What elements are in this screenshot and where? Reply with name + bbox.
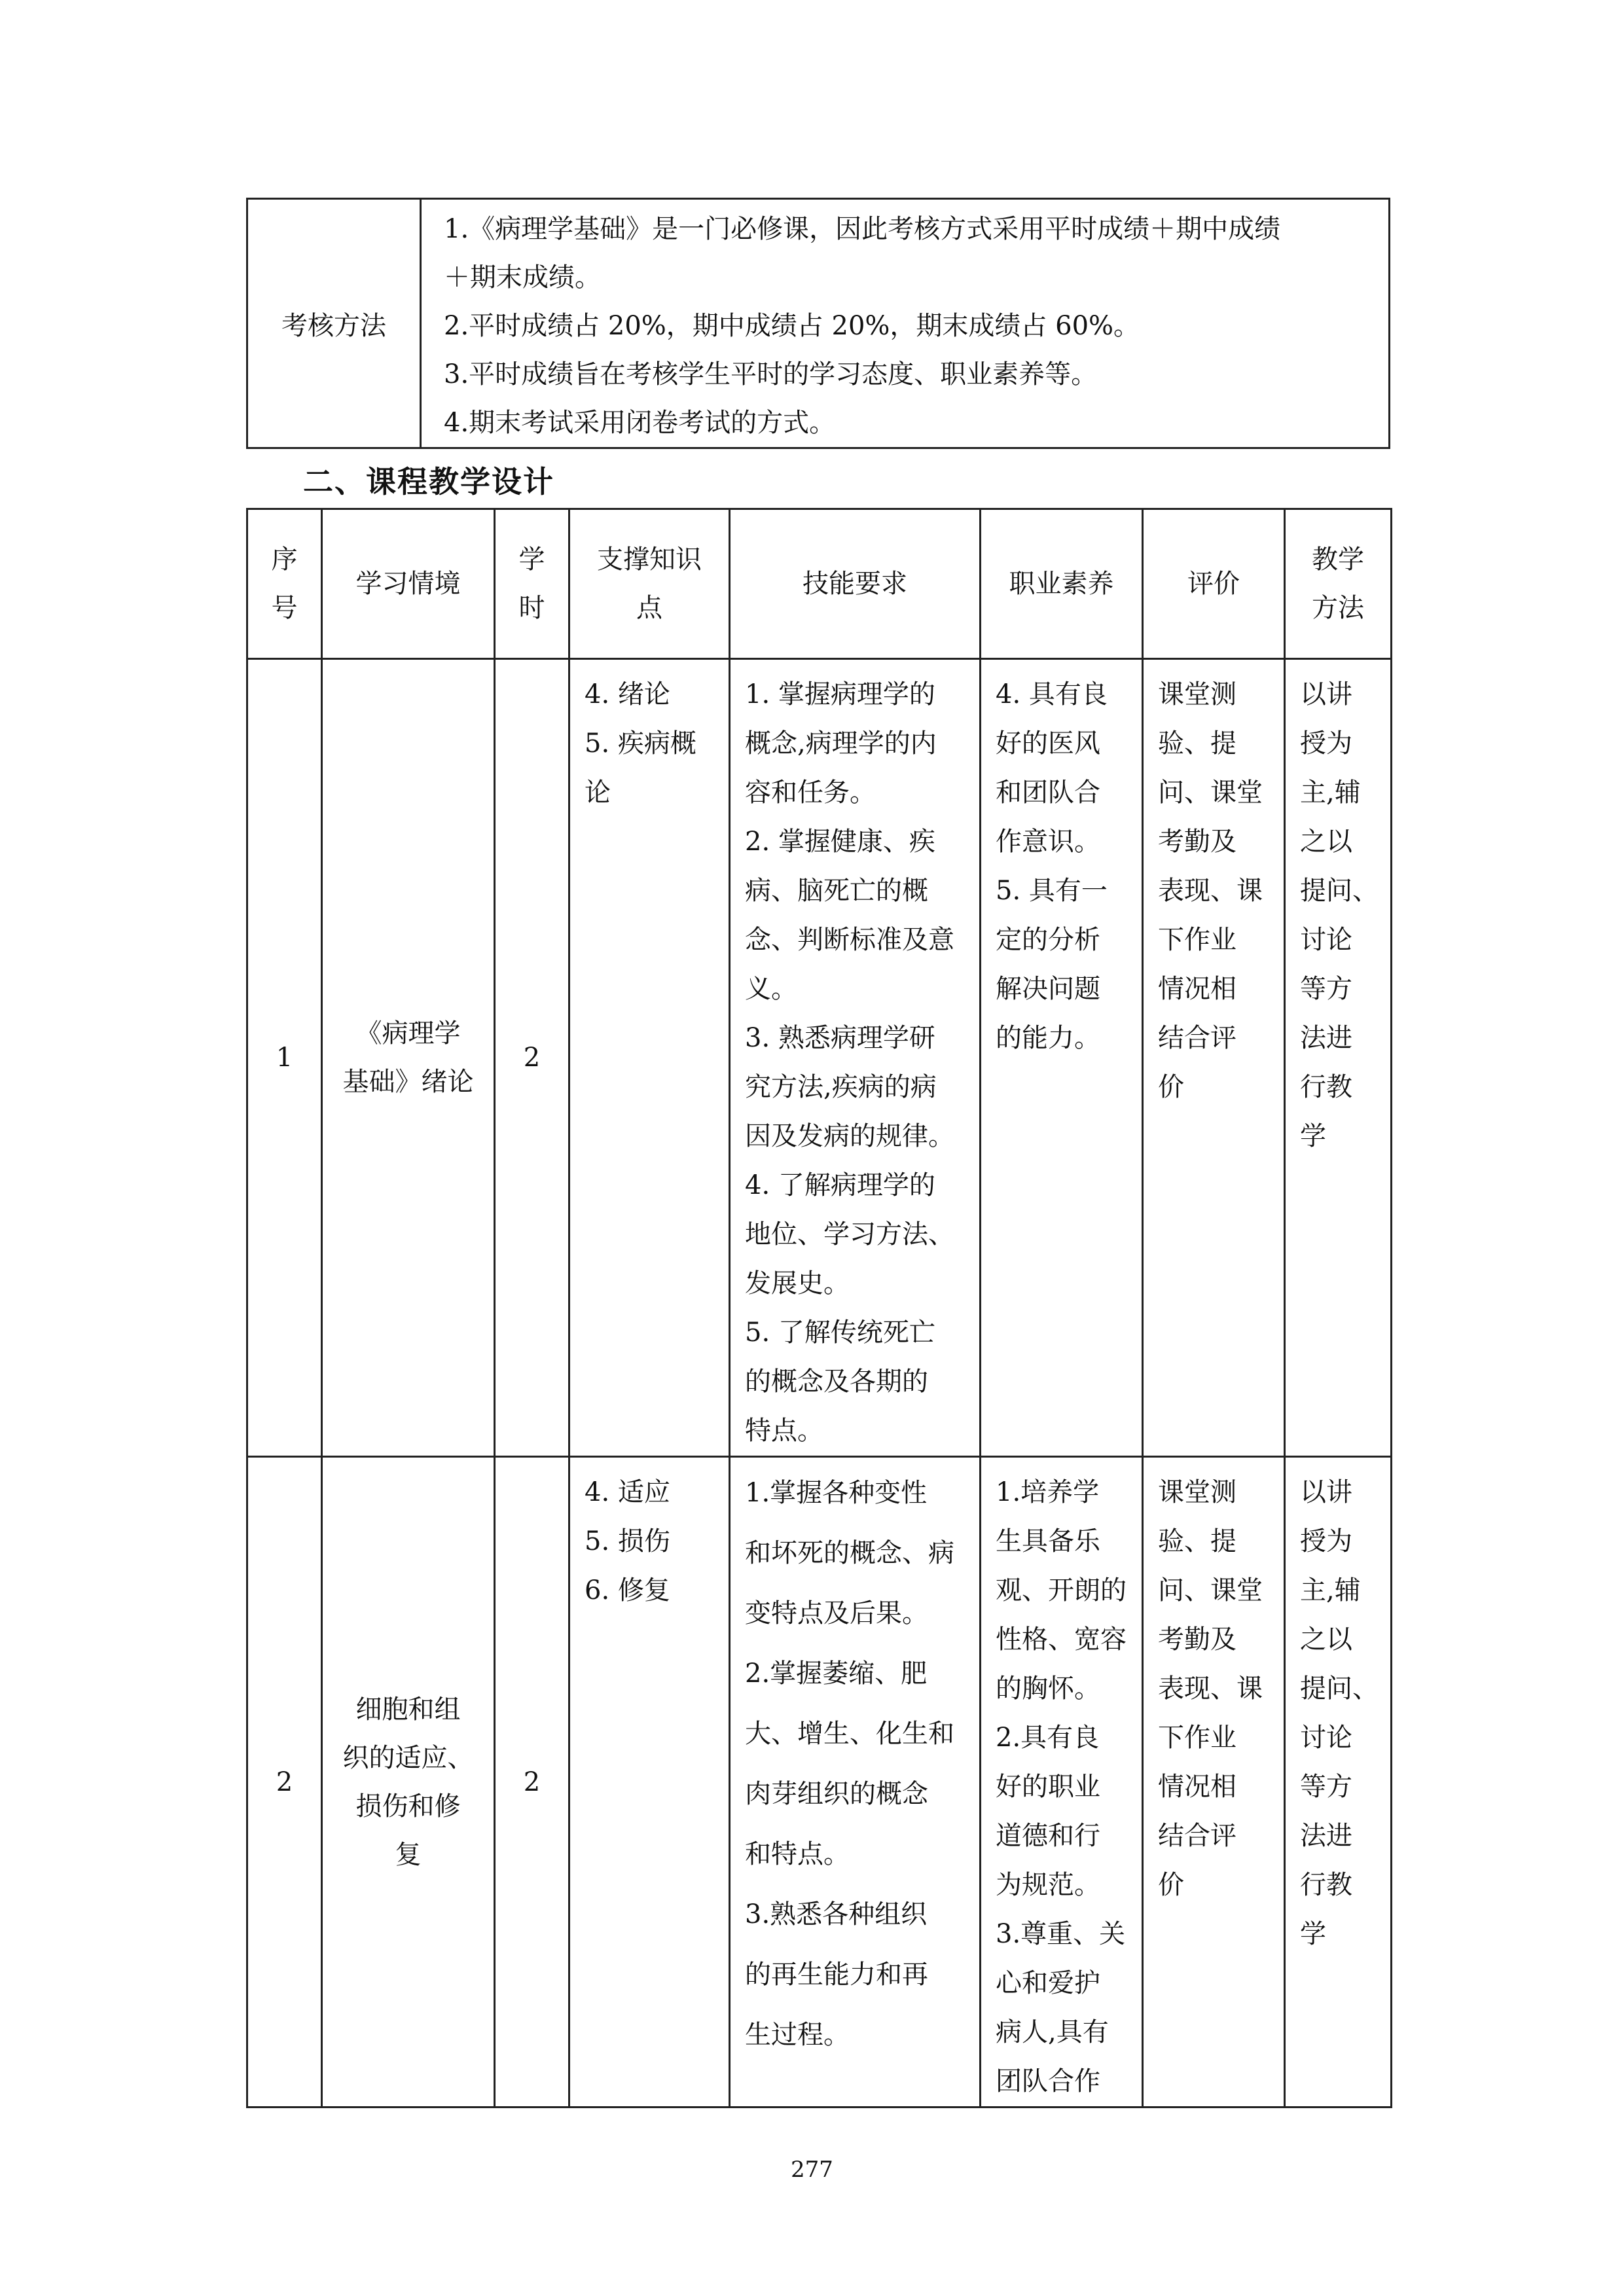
cell-line: 发展史。	[745, 1268, 850, 1299]
cell-line: 提问、	[1300, 876, 1379, 906]
cell-line: 5. 疾病概	[585, 728, 696, 759]
cell-line: 以讲	[1300, 1477, 1352, 1507]
cell-line: 3. 熟悉病理学研	[745, 1023, 935, 1053]
row-situation	[322, 1457, 495, 2108]
cell-line: 因及发病的规律。	[745, 1121, 954, 1151]
cell-line: 学	[1300, 1919, 1326, 1949]
row-evaluation	[1143, 659, 1285, 1457]
cell-line: 4. 了解病理学的	[745, 1170, 935, 1200]
cell-line: 大、增生、化生和	[745, 1719, 954, 1749]
row-evaluation	[1143, 1457, 1285, 2108]
table-header-row	[247, 509, 1392, 659]
cell-line: 等方	[1300, 974, 1352, 1004]
row-situation	[322, 659, 495, 1457]
cell-line: 3.熟悉各种组织	[745, 1899, 928, 1929]
assessment-line: 2.平时成绩占 20%，期中成绩占 20%，期末成绩占 60%。	[444, 311, 1140, 341]
cell-line: 课堂测	[1158, 1477, 1236, 1507]
cell-line: 地位、学习方法、	[745, 1219, 954, 1249]
cell-line: 授为	[1300, 728, 1352, 759]
row-no: 2	[247, 1457, 322, 2108]
cell-line: 问、课堂	[1158, 1575, 1263, 1605]
header-text: 教学	[1312, 545, 1364, 575]
assessment-line: 1.《病理学基础》是一门必修课，因此考核方式采用平时成绩＋期中成绩	[444, 214, 1281, 244]
cell-line: 主,辅	[1300, 1575, 1361, 1605]
row-knowledge	[569, 659, 730, 1457]
cell-line: 5. 损伤	[585, 1526, 670, 1556]
row-quality	[981, 1457, 1143, 2108]
row-hours: 2	[495, 659, 569, 1457]
header-text: 学习情境	[355, 569, 461, 599]
cell-line: 行教	[1300, 1072, 1352, 1102]
cell-line: 为规范。	[996, 1870, 1100, 1900]
cell-line: 2. 掌握健康、疾	[745, 827, 935, 857]
row-method	[1285, 1457, 1392, 2108]
cell-line: 4. 具有良	[996, 679, 1108, 709]
cell-line: 和坏死的概念、病	[745, 1538, 954, 1568]
cell-line: 学	[1300, 1121, 1326, 1151]
cell-line: 讨论	[1300, 1723, 1352, 1753]
cell-line: 法进	[1300, 1821, 1352, 1851]
cell-line: 主,辅	[1300, 778, 1361, 808]
header-text: 评价	[1187, 569, 1240, 599]
header-text: 时	[518, 593, 545, 623]
cell-line: 法进	[1300, 1023, 1352, 1053]
row-hours: 2	[495, 1457, 569, 2108]
cell-line: 细胞和组	[355, 1694, 461, 1725]
row-skills	[730, 1457, 981, 2108]
cell-line: 5. 了解传统死亡	[745, 1318, 935, 1348]
cell-line: 变特点及后果。	[745, 1598, 928, 1628]
cell-line: 5. 具有一	[996, 876, 1108, 906]
cell-line: 解决问题	[996, 974, 1100, 1004]
cell-line: 的再生能力和再	[745, 1960, 928, 1990]
cell-line: 究方法,疾病的病	[745, 1072, 937, 1102]
cell-line: 6. 修复	[585, 1575, 670, 1605]
cell-line: 等方	[1300, 1772, 1352, 1802]
header-knowledge	[569, 509, 730, 659]
cell-line: 肉芽组织的概念	[745, 1779, 928, 1809]
cell-line: 的胸怀。	[996, 1674, 1100, 1704]
cell-line: 3.尊重、关	[996, 1919, 1126, 1949]
cell-line: 团队合作	[996, 2066, 1100, 2096]
cell-line: 下作业	[1158, 925, 1236, 955]
header-text: 序	[271, 545, 298, 575]
cell-line: 情况相	[1158, 1772, 1236, 1802]
cell-line: 的能力。	[996, 1023, 1100, 1053]
row-quality	[981, 659, 1143, 1457]
cell-line: 4. 绪论	[585, 679, 670, 709]
cell-line: 结合评	[1158, 1821, 1236, 1851]
assessment-line: 4.期末考试采用闭卷考试的方式。	[444, 408, 836, 438]
assessment-content	[421, 199, 1390, 448]
cell-line: 病人,具有	[996, 2017, 1109, 2047]
table-row	[247, 659, 1392, 1457]
cell-line: 之以	[1300, 1624, 1352, 1655]
cell-line: 课堂测	[1158, 679, 1236, 709]
cell-line: 特点。	[745, 1416, 823, 1446]
cell-line: 作意识。	[996, 827, 1100, 857]
cell-line: 之以	[1300, 827, 1352, 857]
header-situation	[322, 509, 495, 659]
cell-line: 心和爱护	[996, 1968, 1100, 1998]
table-row	[247, 1457, 1392, 2108]
cell-line: 病、脑死亡的概	[745, 876, 928, 906]
row-method	[1285, 659, 1392, 1457]
header-hours	[495, 509, 569, 659]
header-no	[247, 509, 322, 659]
cell-line: 基础》绪论	[342, 1067, 474, 1097]
cell-line: 的概念及各期的	[745, 1367, 928, 1397]
cell-line: 观、开朗的	[996, 1575, 1127, 1605]
header-text: 号	[271, 593, 298, 623]
header-evaluation	[1143, 509, 1285, 659]
cell-line: 《病理学	[355, 1018, 461, 1049]
cell-line: 复	[395, 1839, 422, 1870]
cell-line: 2.掌握萎缩、肥	[745, 1659, 928, 1689]
header-text: 点	[636, 593, 662, 623]
cell-line: 授为	[1300, 1526, 1352, 1556]
assessment-line: ＋期末成绩。	[444, 262, 601, 293]
cell-line: 行教	[1300, 1870, 1352, 1900]
cell-line: 结合评	[1158, 1023, 1236, 1053]
cell-line: 和团队合	[996, 778, 1100, 808]
cell-line: 念、判断标准及意	[745, 925, 954, 955]
cell-line: 和特点。	[745, 1839, 850, 1869]
cell-line: 表现、课	[1158, 1674, 1263, 1704]
cell-line: 情况相	[1158, 974, 1236, 1004]
cell-line: 1.掌握各种变性	[745, 1478, 928, 1508]
cell-line: 生具备乐	[996, 1526, 1100, 1556]
header-text: 学	[518, 545, 545, 575]
cell-line: 讨论	[1300, 925, 1352, 955]
cell-line: 2.具有良	[996, 1723, 1100, 1753]
assessment-table	[246, 198, 1390, 449]
cell-line: 好的职业	[996, 1772, 1100, 1802]
cell-line: 以讲	[1300, 679, 1352, 709]
header-text: 技能要求	[803, 569, 907, 599]
cell-line: 下作业	[1158, 1723, 1236, 1753]
cell-line: 考勤及	[1158, 1624, 1236, 1655]
cell-line: 表现、课	[1158, 876, 1263, 906]
cell-line: 道德和行	[996, 1821, 1100, 1851]
row-no: 1	[247, 659, 322, 1457]
header-text: 职业素养	[1009, 569, 1114, 599]
cell-line: 4. 适应	[585, 1477, 670, 1507]
cell-line: 容和任务。	[745, 778, 876, 808]
cell-line: 价	[1158, 1072, 1184, 1102]
cell-line: 概念,病理学的内	[745, 728, 937, 759]
course-design-table	[246, 508, 1392, 2108]
cell-line: 1.培养学	[996, 1477, 1100, 1507]
cell-line: 义。	[745, 974, 797, 1004]
cell-line: 论	[585, 778, 611, 808]
cell-line: 好的医风	[996, 728, 1100, 759]
assessment-label: 考核方法	[247, 199, 421, 448]
header-quality	[981, 509, 1143, 659]
cell-line: 织的适应、	[342, 1742, 474, 1773]
section-heading: 二、课程教学设计	[303, 464, 554, 499]
cell-line: 问、课堂	[1158, 778, 1263, 808]
page-number: 277	[791, 2157, 833, 2183]
cell-line: 提问、	[1300, 1674, 1379, 1704]
header-method	[1285, 509, 1392, 659]
header-text: 支撑知识	[597, 545, 702, 575]
cell-line: 验、提	[1158, 728, 1236, 759]
header-text: 方法	[1312, 593, 1364, 623]
cell-line: 1. 掌握病理学的	[745, 679, 935, 709]
cell-line: 性格、宽容	[996, 1624, 1127, 1655]
cell-line: 价	[1158, 1870, 1184, 1900]
cell-line: 验、提	[1158, 1526, 1236, 1556]
row-skills	[730, 659, 981, 1457]
cell-line: 考勤及	[1158, 827, 1236, 857]
header-skills	[730, 509, 981, 659]
row-knowledge	[569, 1457, 730, 2108]
cell-line: 定的分析	[996, 925, 1100, 955]
cell-line: 生过程。	[745, 2020, 850, 2050]
cell-line: 损伤和修	[355, 1791, 461, 1821]
assessment-line: 3.平时成绩旨在考核学生平时的学习态度、职业素养等。	[444, 359, 1098, 389]
